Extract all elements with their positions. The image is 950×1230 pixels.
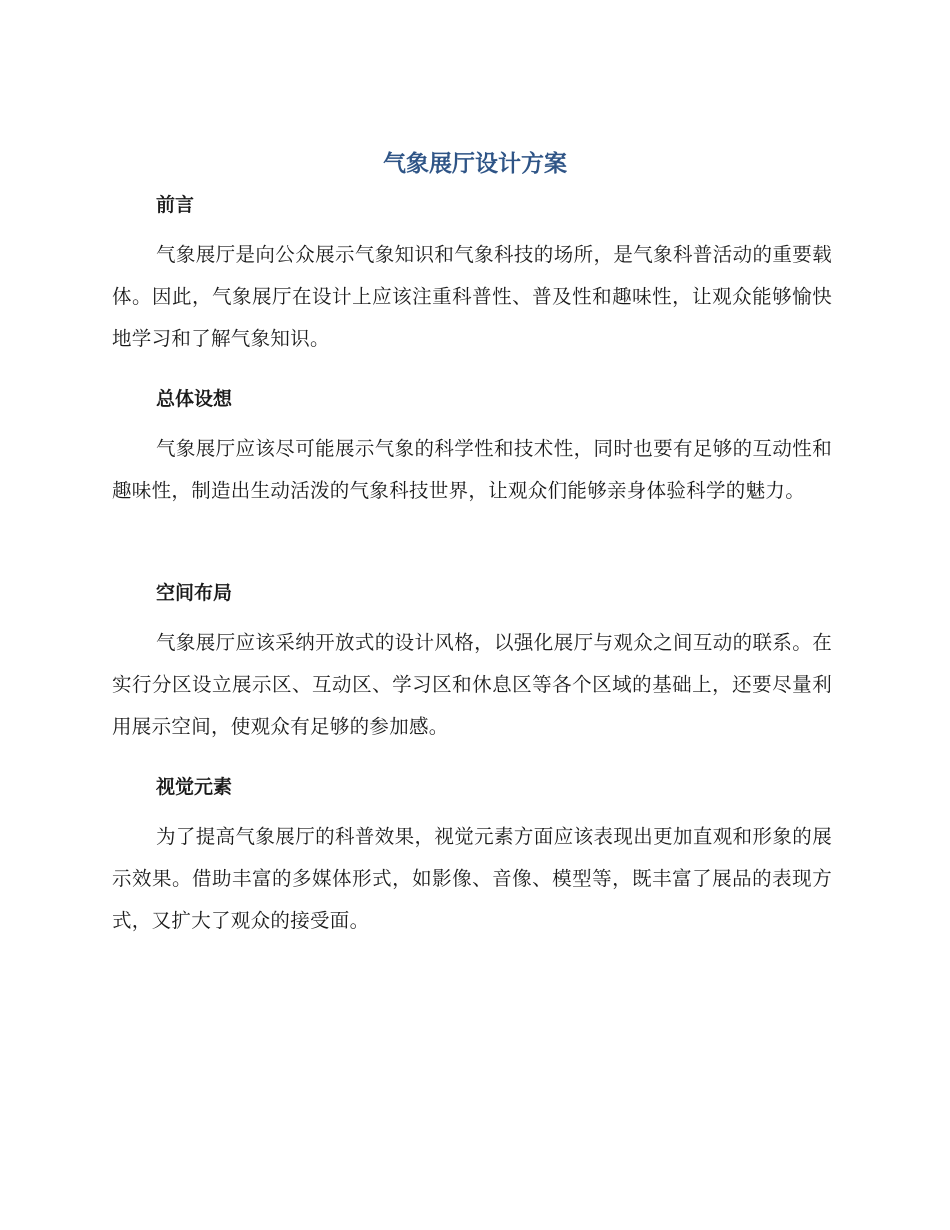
- section-body: 气象展厅是向公众展示气象知识和气象科技的场所，是气象科普活动的重要载体。因此，气象展厅在设计上应该注重科普性、普及性和趣味性，让观众能够愉快地学习和了解气象知识。: [112, 243, 832, 350]
- document-title: 气象展厅设计方案: [383, 151, 567, 177]
- section-body: 气象展厅应该采纳开放式的设计风格，以强化展厅与观众之间互动的联系。在实行分区设立展示区、互动区、学习区和休息区等各个区域的基础上，还要尽量利用展示空间，使观众有足够的参加感。: [112, 631, 832, 738]
- section-overall-concept: [112, 384, 832, 512]
- section-visual-elements: [112, 772, 832, 942]
- section-body: 为了提高气象展厅的科普效果，视觉元素方面应该表现出更加直观和形象的展示效果。借助丰富的多媒体形式，如影像、音像、模型等，既丰富了展品的表现方式，又扩大了观众的接受面。: [112, 825, 832, 932]
- section-body: 气象展厅应该尽可能展示气象的科学性和技术性，同时也要有足够的互动性和趣味性，制造出生动活泼的气象科技世界，让观众们能够亲身体验科学的魅力。: [112, 437, 832, 502]
- section-heading: 总体设想: [156, 388, 233, 410]
- section-preface: [112, 190, 832, 360]
- section-heading: 空间布局: [156, 582, 233, 604]
- section-heading: 前言: [156, 194, 195, 216]
- section-spatial-layout: [112, 578, 832, 748]
- section-heading: 视觉元素: [156, 776, 233, 798]
